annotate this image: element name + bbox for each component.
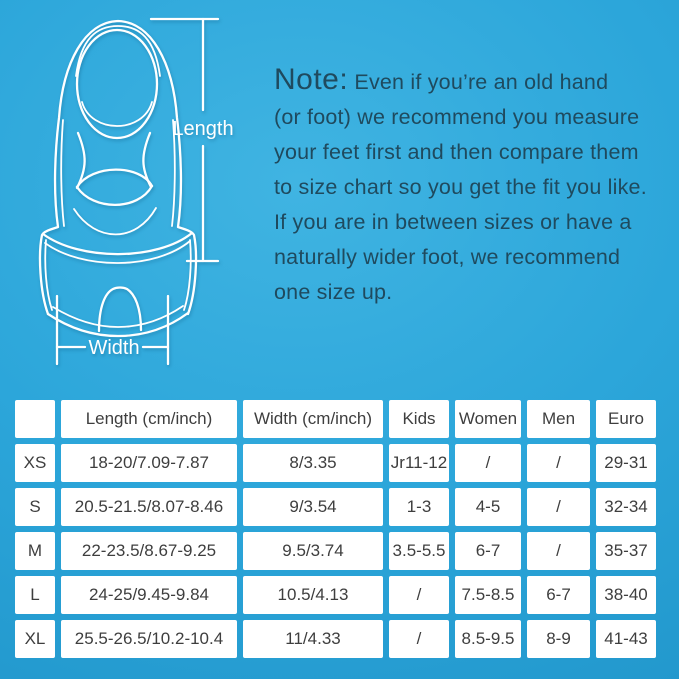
fin-diagram <box>0 0 260 390</box>
size-table-body <box>15 444 656 658</box>
note-text <box>274 62 670 310</box>
width-dimension <box>57 296 168 364</box>
column-header <box>15 400 55 438</box>
fin-outline-drawing <box>40 21 196 336</box>
size-label: L <box>15 576 55 614</box>
table-row <box>15 532 656 570</box>
table-cell: 6-7 <box>527 576 590 614</box>
table-cell: 9/3.54 <box>243 488 383 526</box>
table-cell: 41-43 <box>596 620 656 658</box>
table-cell: 4-5 <box>455 488 521 526</box>
table-cell: 18-20/7.09-7.87 <box>61 444 237 482</box>
table-cell: 8.5-9.5 <box>455 620 521 658</box>
table-cell: 7.5-8.5 <box>455 576 521 614</box>
size-label: XS <box>15 444 55 482</box>
table-cell: 22-23.5/8.67-9.25 <box>61 532 237 570</box>
length-label: Length <box>172 118 234 140</box>
column-header: Euro <box>596 400 656 438</box>
table-header-row <box>15 400 656 438</box>
column-header: Men <box>527 400 590 438</box>
note-line: your feet first and then compare them <box>274 140 639 164</box>
table-cell: / <box>455 444 521 482</box>
table-cell: / <box>389 620 449 658</box>
length-dimension <box>151 19 234 261</box>
note-title: Note: <box>274 63 349 96</box>
table-row <box>15 620 656 658</box>
table-cell: 3.5-5.5 <box>389 532 449 570</box>
note-line: If you are in between sizes or have a <box>274 210 632 234</box>
column-header: Kids <box>389 400 449 438</box>
note-line-text: Even if you’re an old hand <box>354 70 609 94</box>
note-line: to size chart so you get the fit you like. <box>274 175 647 199</box>
table-row <box>15 576 656 614</box>
table-cell: 25.5-26.5/10.2-10.4 <box>61 620 237 658</box>
table-cell: / <box>527 488 590 526</box>
table-cell: / <box>527 444 590 482</box>
note-line: (or foot) we recommend you measure <box>274 105 640 129</box>
size-label: M <box>15 532 55 570</box>
column-header: Width (cm/inch) <box>243 400 383 438</box>
size-label: S <box>15 488 55 526</box>
size-table <box>9 394 662 664</box>
table-cell: 8-9 <box>527 620 590 658</box>
table-cell: 6-7 <box>455 532 521 570</box>
size-label: XL <box>15 620 55 658</box>
table-cell: 1-3 <box>389 488 449 526</box>
table-row <box>15 444 656 482</box>
table-cell: 38-40 <box>596 576 656 614</box>
table-cell: 20.5-21.5/8.07-8.46 <box>61 488 237 526</box>
note-line: one size up. <box>274 280 393 304</box>
table-cell: 32-34 <box>596 488 656 526</box>
table-cell: 29-31 <box>596 444 656 482</box>
column-header: Women <box>455 400 521 438</box>
note-line <box>274 62 670 100</box>
table-cell: / <box>527 532 590 570</box>
table-row <box>15 488 656 526</box>
note-line: naturally wider foot, we recommend <box>274 245 621 269</box>
table-cell: 11/4.33 <box>243 620 383 658</box>
table-cell: 9.5/3.74 <box>243 532 383 570</box>
table-cell: 10.5/4.13 <box>243 576 383 614</box>
table-cell: Jr11-12 <box>389 444 449 482</box>
table-cell: 35-37 <box>596 532 656 570</box>
column-header: Length (cm/inch) <box>61 400 237 438</box>
width-label: Width <box>88 337 140 359</box>
table-cell: 24-25/9.45-9.84 <box>61 576 237 614</box>
table-cell: 8/3.35 <box>243 444 383 482</box>
table-cell: / <box>389 576 449 614</box>
